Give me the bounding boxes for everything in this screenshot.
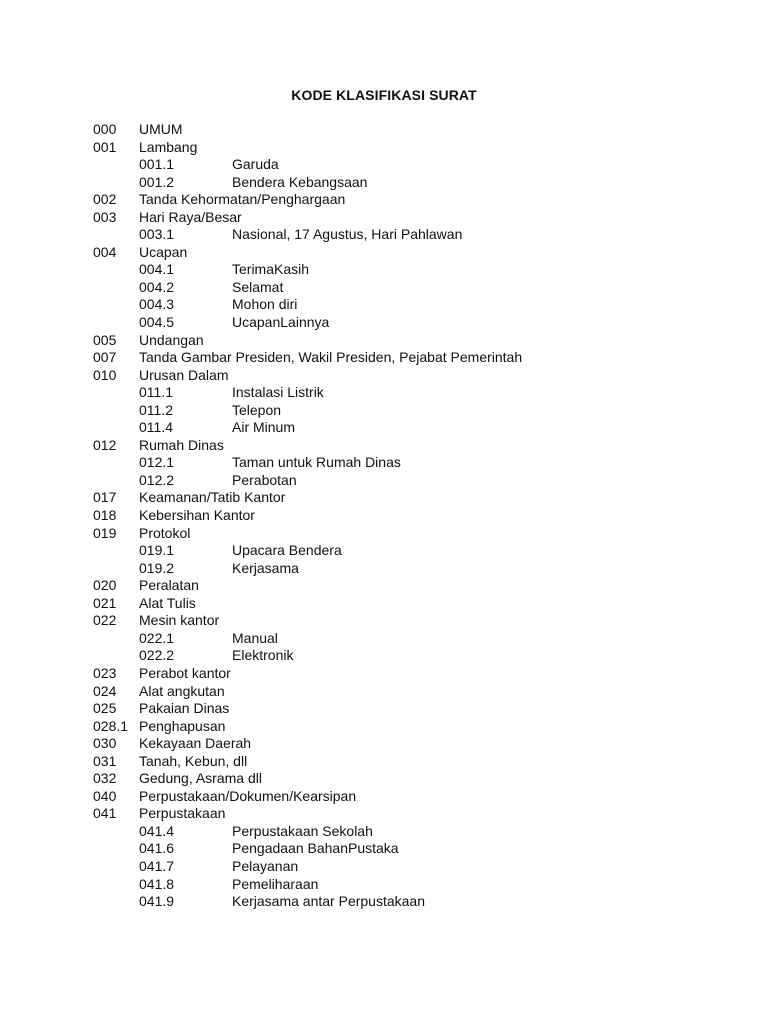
entry-code: 004.2 [139,278,175,295]
entry-label: UMUM [139,121,183,137]
entry-label: Kerjasama antar Perpustakaan [232,893,425,910]
sub-entry-row [93,174,733,192]
sub-entry-row [93,472,733,490]
sub-entry-row [93,542,733,560]
entry-code: 003.1 [139,226,175,243]
entry-row [93,507,733,525]
entry-label: Nasional, 17 Agustus, Hari Pahlawan [232,226,463,243]
sub-entry-row [93,226,733,244]
entry-label: Kekayaan Daerah [139,735,252,752]
entry-code: 000 [93,121,117,137]
entry-row [93,191,733,209]
sub-entry-row [93,823,733,841]
entry-label: Instalasi Listrik [232,384,324,401]
entry-row [93,209,733,227]
entry-code: 001.2 [139,173,175,190]
sub-entry-row [93,858,733,876]
entry-code: 011.1 [139,384,173,401]
entry-code: 022 [93,612,117,629]
classification-list [93,121,733,911]
entry-row [93,332,733,350]
entry-label: Ucapan [139,243,188,260]
sub-entry-row [93,314,733,332]
entry-code: 007 [93,349,117,366]
entry-row [93,683,733,701]
entry-code: 012.1 [139,454,175,471]
entry-label: Manual [232,629,278,646]
sub-entry-row [93,402,733,420]
sub-entry-row [93,630,733,648]
entry-code: 011.4 [139,419,173,436]
sub-entry-row [93,560,733,578]
entry-row [93,805,733,823]
entry-label: Mesin kantor [139,612,220,629]
entry-label: Perabotan [232,471,297,488]
entry-code: 021 [93,594,117,611]
sub-entry-row [93,279,733,297]
entry-label: Pengadaan BahanPustaka [232,840,399,857]
entry-label: Keamanan/Tatib Kantor [139,489,286,506]
entry-code: 030 [93,735,117,752]
entry-row [93,367,733,385]
entry-label: Tanda Kehormatan/Penghargaan [139,191,346,208]
entry-label: Gedung, Asrama dll [139,770,262,787]
entry-code: 019.1 [139,542,175,559]
entry-code: 041.8 [139,875,175,892]
entry-code: 025 [93,700,117,717]
entry-label: Kerjasama [232,559,299,576]
entry-label: Bendera Kebangsaan [232,173,368,190]
entry-label: Tanda Gambar Presiden, Wakil Presiden, Pejabat Pemerintah [139,349,523,366]
entry-row [93,753,733,771]
sub-entry-row [93,384,733,402]
entry-code: 003 [93,208,117,225]
entry-code: 005 [93,331,117,348]
entry-label: Urusan Dalam [139,366,229,383]
entry-code: 041 [93,805,117,822]
entry-code: 011.2 [139,401,173,418]
entry-code: 041.7 [139,857,175,874]
entry-row [93,577,733,595]
entry-code: 032 [93,770,117,787]
entry-label: Penghapusan [139,717,226,734]
sub-entry-row [93,419,733,437]
entry-code: 041.4 [139,822,175,839]
entry-row [93,612,733,630]
entry-label: Taman untuk Rumah Dinas [232,454,401,471]
entry-code: 023 [93,664,117,681]
entry-row [93,121,733,139]
entry-row [93,700,733,718]
entry-code: 002 [93,191,117,208]
entry-label: Perabot kantor [139,664,231,681]
entry-label: Pemeliharaan [232,875,319,892]
entry-label: Rumah Dinas [139,436,224,453]
entry-label: Telepon [232,401,282,418]
entry-code: 010 [93,366,117,383]
entry-code: 012.2 [139,471,175,488]
entry-label: Perpustakaan [139,805,226,822]
entry-label: Alat angkutan [139,682,225,699]
entry-label: Air Minum [232,419,296,436]
entry-code: 040 [93,787,117,804]
entry-label: Protokol [139,524,191,541]
entry-code: 041.9 [139,893,175,910]
sub-entry-row [93,296,733,314]
entry-label: Alat Tulis [139,594,196,611]
entry-row [93,595,733,613]
entry-label: Undangan [139,331,204,348]
entry-code: 041.6 [139,840,175,857]
entry-label: Peralatan [139,577,199,594]
entry-label: Pakaian Dinas [139,700,230,717]
sub-entry-row [93,156,733,174]
entry-row [93,735,733,753]
entry-label: UcapanLainnya [232,314,330,331]
entry-label: Kebersihan Kantor [139,507,255,524]
entry-code: 022.1 [139,629,175,646]
entry-code: 004.5 [139,314,175,331]
entry-code: 024 [93,682,117,699]
entry-code: 028.1 [93,717,129,734]
sub-entry-row [93,261,733,279]
entry-code: 004.1 [139,261,175,278]
entry-row [93,525,733,543]
entry-label: Tanah, Kebun, dll [139,752,248,769]
entry-label: Mohon diri [232,296,298,313]
entry-row [93,349,733,367]
sub-entry-row [93,647,733,665]
entry-label: Perpustakaan Sekolah [232,822,373,839]
entry-code: 001 [93,138,117,155]
page-title: KODE KLASIFIKASI SURAT [291,87,477,103]
entry-code: 019 [93,524,117,541]
sub-entry-row [93,893,733,911]
entry-row [93,788,733,806]
entry-row [93,244,733,262]
entry-label: Upacara Bendera [232,542,342,559]
entry-label: Hari Raya/Besar [139,208,242,225]
sub-entry-row [93,454,733,472]
entry-row [93,489,733,507]
entry-label: Selamat [232,278,284,295]
entry-row [93,437,733,455]
entry-label: Lambang [139,138,198,155]
entry-code: 020 [93,577,117,594]
entry-code: 031 [93,752,117,769]
sub-entry-row [93,876,733,894]
entry-code: 004 [93,243,117,260]
entry-code: 022.2 [139,647,175,664]
entry-code: 001.1 [139,156,175,173]
entry-label: TerimaKasih [232,261,310,278]
entry-label: Garuda [232,156,279,173]
entry-label: Pelayanan [232,857,299,874]
entry-row [93,139,733,157]
entry-row [93,665,733,683]
entry-label: Perpustakaan/Dokumen/Kearsipan [139,787,357,804]
entry-row [93,718,733,736]
entry-row [93,770,733,788]
entry-label: Elektronik [232,647,294,664]
entry-code: 019.2 [139,559,175,576]
sub-entry-row [93,840,733,858]
entry-code: 012 [93,436,117,453]
entry-code: 017 [93,489,117,506]
entry-code: 018 [93,507,117,524]
entry-code: 004.3 [139,296,175,313]
